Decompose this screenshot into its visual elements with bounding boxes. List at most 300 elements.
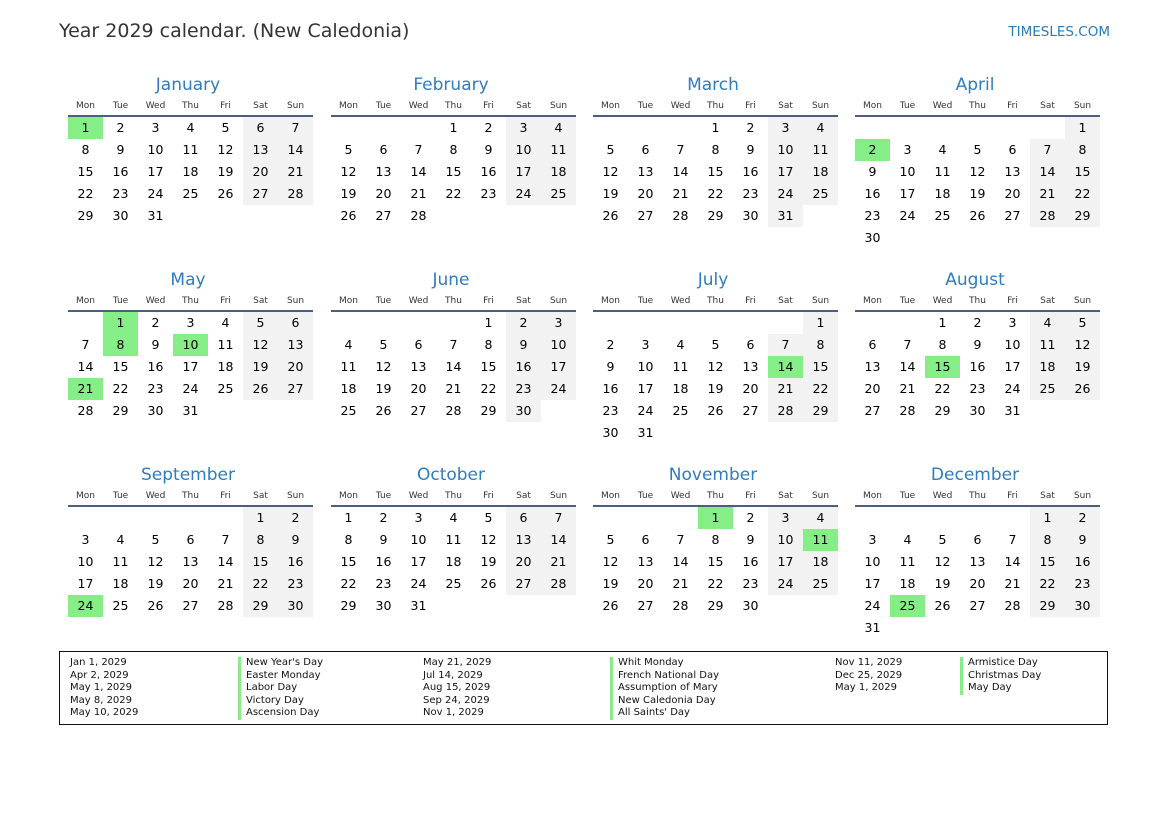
day-cell: 2 bbox=[1065, 507, 1100, 529]
day-cell: 7 bbox=[903, 337, 912, 352]
day-cell: 11 bbox=[445, 532, 462, 547]
day-cell: 24 bbox=[182, 381, 199, 396]
weekday-header: Sun bbox=[278, 292, 313, 312]
weekday-header: Tue bbox=[103, 487, 138, 507]
day-cell: 18 bbox=[1030, 356, 1065, 378]
day-cell: 4 bbox=[344, 337, 353, 352]
day-cell: 28 bbox=[768, 400, 803, 422]
day-cell: 9 bbox=[868, 164, 877, 179]
day-cell: 19 bbox=[934, 576, 951, 591]
day-cell: 6 bbox=[1008, 142, 1017, 157]
weekday-header: Sat bbox=[243, 292, 278, 312]
day-cell: 1 bbox=[449, 120, 458, 135]
month-days-grid bbox=[65, 487, 311, 617]
day-cell: 7 bbox=[414, 142, 423, 157]
day-cell: 21 bbox=[410, 186, 427, 201]
weekday-header: Sun bbox=[803, 487, 838, 507]
day-cell: 26 bbox=[243, 378, 278, 400]
day-cell: 2 bbox=[746, 120, 755, 135]
day-cell: 5 bbox=[938, 532, 947, 547]
month-june bbox=[328, 268, 574, 422]
legend-holiday-name: Easter Monday bbox=[238, 670, 323, 683]
day-cell: 24 bbox=[410, 576, 427, 591]
day-cell: 11 bbox=[672, 359, 689, 374]
month-days-grid bbox=[852, 487, 1098, 639]
day-cell: 6 bbox=[379, 142, 388, 157]
day-cell: 9 bbox=[746, 532, 755, 547]
weekday-header: Sun bbox=[541, 97, 576, 117]
day-cell: 26 bbox=[707, 403, 724, 418]
day-cell: 14 bbox=[1004, 554, 1021, 569]
day-cell: 21 bbox=[445, 381, 462, 396]
weekday-header: Thu bbox=[960, 292, 995, 312]
day-cell: 31 bbox=[768, 205, 803, 227]
day-cell: 26 bbox=[602, 208, 619, 223]
weekday-header: Mon bbox=[855, 97, 890, 117]
day-cell: 13 bbox=[506, 529, 541, 551]
legend-names-col-3 bbox=[960, 657, 1041, 695]
day-cell: 22 bbox=[707, 576, 724, 591]
weekday-header: Sun bbox=[803, 292, 838, 312]
day-cell: 13 bbox=[1004, 164, 1021, 179]
day-cell: 22 bbox=[707, 186, 724, 201]
day-cell: 12 bbox=[934, 554, 951, 569]
day-cell: 21 bbox=[278, 161, 313, 183]
day-cell: 26 bbox=[480, 576, 497, 591]
day-cell: 3 bbox=[868, 532, 877, 547]
day-cell: 15 bbox=[803, 356, 838, 378]
day-cell: 7 bbox=[676, 142, 685, 157]
day-cell: 18 bbox=[340, 381, 357, 396]
day-cell: 30 bbox=[742, 598, 759, 613]
day-cell: 8 bbox=[711, 142, 720, 157]
day-cell: 1 bbox=[938, 315, 947, 330]
day-cell: 9 bbox=[606, 359, 615, 374]
empty-cell bbox=[855, 117, 890, 139]
day-cell: 12 bbox=[1065, 334, 1100, 356]
day-cell: 11 bbox=[340, 359, 357, 374]
day-cell: 30 bbox=[278, 595, 313, 617]
day-cell: 17 bbox=[182, 359, 199, 374]
day-cell: 19 bbox=[1065, 356, 1100, 378]
day-cell: 21 bbox=[217, 576, 234, 591]
day-cell: 18 bbox=[934, 186, 951, 201]
weekday-header: Sat bbox=[506, 292, 541, 312]
holiday-day-cell: 14 bbox=[768, 356, 803, 378]
day-cell: 10 bbox=[506, 139, 541, 161]
day-cell: 14 bbox=[278, 139, 313, 161]
empty-cell bbox=[663, 117, 698, 139]
empty-cell bbox=[628, 117, 663, 139]
legend-names-col-2 bbox=[610, 657, 719, 720]
day-cell: 26 bbox=[602, 598, 619, 613]
day-cell: 22 bbox=[1030, 573, 1065, 595]
month-title: January bbox=[155, 75, 221, 95]
day-cell: 13 bbox=[637, 554, 654, 569]
month-title: November bbox=[668, 465, 758, 485]
month-october bbox=[328, 463, 574, 617]
day-cell: 21 bbox=[672, 576, 689, 591]
day-cell: 23 bbox=[969, 381, 986, 396]
empty-cell bbox=[68, 312, 103, 334]
day-cell: 19 bbox=[707, 381, 724, 396]
day-cell: 29 bbox=[340, 598, 357, 613]
empty-cell bbox=[208, 507, 243, 529]
day-cell: 14 bbox=[410, 164, 427, 179]
legend-date: Dec 25, 2029 bbox=[835, 669, 903, 681]
empty-cell bbox=[138, 507, 173, 529]
day-cell: 14 bbox=[672, 554, 689, 569]
day-cell: 29 bbox=[112, 403, 129, 418]
empty-cell bbox=[960, 117, 995, 139]
empty-cell bbox=[103, 507, 138, 529]
day-cell: 25 bbox=[803, 183, 838, 205]
day-cell: 11 bbox=[803, 139, 838, 161]
empty-cell bbox=[995, 507, 1030, 529]
day-cell: 10 bbox=[77, 554, 94, 569]
holiday-day-cell: 2 bbox=[855, 139, 890, 161]
day-cell: 30 bbox=[506, 400, 541, 422]
day-cell: 23 bbox=[147, 381, 164, 396]
day-cell: 26 bbox=[1065, 378, 1100, 400]
empty-cell bbox=[698, 312, 733, 334]
day-cell: 16 bbox=[506, 356, 541, 378]
weekday-header: Sun bbox=[803, 97, 838, 117]
day-cell: 10 bbox=[147, 142, 164, 157]
month-days-grid bbox=[590, 487, 836, 617]
day-cell: 31 bbox=[410, 598, 427, 613]
day-cell: 30 bbox=[864, 230, 881, 245]
day-cell: 29 bbox=[707, 598, 724, 613]
month-may bbox=[65, 268, 311, 422]
day-cell: 24 bbox=[768, 573, 803, 595]
day-cell: 4 bbox=[116, 532, 125, 547]
legend-holiday-name: All Saints' Day bbox=[610, 707, 719, 720]
holiday-day-cell: 1 bbox=[103, 312, 138, 334]
day-cell: 20 bbox=[637, 576, 654, 591]
day-cell: 13 bbox=[969, 554, 986, 569]
site-link[interactable]: TIMESLES.COM bbox=[1008, 24, 1110, 40]
weekday-header: Wed bbox=[663, 487, 698, 507]
day-cell: 31 bbox=[182, 403, 199, 418]
day-cell: 20 bbox=[969, 576, 986, 591]
weekday-header: Wed bbox=[401, 97, 436, 117]
day-cell: 24 bbox=[1004, 381, 1021, 396]
day-cell: 31 bbox=[637, 425, 654, 440]
day-cell: 30 bbox=[1065, 595, 1100, 617]
empty-cell bbox=[733, 312, 768, 334]
day-cell: 5 bbox=[151, 532, 160, 547]
day-cell: 28 bbox=[77, 403, 94, 418]
weekday-header: Tue bbox=[890, 292, 925, 312]
day-cell: 8 bbox=[1065, 139, 1100, 161]
day-cell: 12 bbox=[480, 532, 497, 547]
day-cell: 22 bbox=[934, 381, 951, 396]
day-cell: 11 bbox=[899, 554, 916, 569]
day-cell: 12 bbox=[969, 164, 986, 179]
day-cell: 23 bbox=[480, 186, 497, 201]
weekday-header: Sun bbox=[278, 487, 313, 507]
day-cell: 20 bbox=[182, 576, 199, 591]
month-title: July bbox=[697, 270, 729, 290]
month-days-grid bbox=[328, 292, 574, 422]
holiday-day-cell: 25 bbox=[890, 595, 925, 617]
day-cell: 23 bbox=[278, 573, 313, 595]
day-cell: 20 bbox=[375, 186, 392, 201]
legend-date: Nov 11, 2029 bbox=[835, 657, 903, 668]
day-cell: 14 bbox=[445, 359, 462, 374]
day-cell: 15 bbox=[340, 554, 357, 569]
day-cell: 14 bbox=[672, 164, 689, 179]
weekday-header: Tue bbox=[366, 487, 401, 507]
day-cell: 29 bbox=[934, 403, 951, 418]
weekday-header: Tue bbox=[103, 292, 138, 312]
weekday-header: Sat bbox=[506, 487, 541, 507]
month-august bbox=[852, 268, 1098, 422]
day-cell: 10 bbox=[899, 164, 916, 179]
day-cell: 6 bbox=[278, 312, 313, 334]
legend-dates-col-2 bbox=[423, 657, 491, 720]
day-cell: 16 bbox=[375, 554, 392, 569]
month-title: August bbox=[945, 270, 1005, 290]
day-cell: 18 bbox=[803, 161, 838, 183]
holiday-day-cell: 21 bbox=[68, 378, 103, 400]
day-cell: 1 bbox=[1065, 117, 1100, 139]
day-cell: 1 bbox=[344, 510, 353, 525]
weekday-header: Mon bbox=[68, 292, 103, 312]
legend-holiday-name: Assumption of Mary bbox=[610, 682, 719, 695]
day-cell: 10 bbox=[864, 554, 881, 569]
day-cell: 15 bbox=[112, 359, 129, 374]
day-cell: 18 bbox=[445, 554, 462, 569]
day-cell: 18 bbox=[899, 576, 916, 591]
holiday-day-cell: 1 bbox=[698, 507, 733, 529]
day-cell: 23 bbox=[742, 186, 759, 201]
day-cell: 6 bbox=[973, 532, 982, 547]
weekday-header: Fri bbox=[208, 292, 243, 312]
day-cell: 19 bbox=[243, 356, 278, 378]
day-cell: 29 bbox=[1065, 205, 1100, 227]
weekday-header: Fri bbox=[733, 292, 768, 312]
day-cell: 24 bbox=[506, 183, 541, 205]
legend-holiday-name: French National Day bbox=[610, 670, 719, 683]
weekday-header: Sun bbox=[278, 97, 313, 117]
weekday-header: Thu bbox=[173, 487, 208, 507]
day-cell: 9 bbox=[379, 532, 388, 547]
day-cell: 7 bbox=[768, 334, 803, 356]
day-cell: 29 bbox=[707, 208, 724, 223]
weekday-header: Thu bbox=[436, 292, 471, 312]
holiday-day-cell: 11 bbox=[803, 529, 838, 551]
day-cell: 10 bbox=[637, 359, 654, 374]
day-cell: 3 bbox=[151, 120, 160, 135]
day-cell: 9 bbox=[506, 334, 541, 356]
empty-cell bbox=[593, 312, 628, 334]
day-cell: 4 bbox=[541, 117, 576, 139]
day-cell: 26 bbox=[147, 598, 164, 613]
day-cell: 12 bbox=[707, 359, 724, 374]
day-cell: 4 bbox=[186, 120, 195, 135]
day-cell: 27 bbox=[969, 598, 986, 613]
empty-cell bbox=[436, 312, 471, 334]
day-cell: 29 bbox=[803, 400, 838, 422]
day-cell: 22 bbox=[803, 378, 838, 400]
empty-cell bbox=[628, 312, 663, 334]
day-cell: 8 bbox=[711, 532, 720, 547]
weekday-header: Fri bbox=[471, 292, 506, 312]
day-cell: 4 bbox=[903, 532, 912, 547]
day-cell: 6 bbox=[641, 532, 650, 547]
day-cell: 19 bbox=[602, 576, 619, 591]
day-cell: 30 bbox=[602, 425, 619, 440]
day-cell: 20 bbox=[278, 356, 313, 378]
month-title: October bbox=[416, 465, 486, 485]
day-cell: 25 bbox=[217, 381, 234, 396]
empty-cell bbox=[960, 507, 995, 529]
weekday-header: Sat bbox=[1030, 487, 1065, 507]
day-cell: 21 bbox=[1030, 183, 1065, 205]
day-cell: 19 bbox=[480, 554, 497, 569]
day-cell: 8 bbox=[938, 337, 947, 352]
month-title: May bbox=[170, 270, 206, 290]
day-cell: 28 bbox=[217, 598, 234, 613]
month-february bbox=[328, 73, 574, 227]
day-cell: 2 bbox=[151, 315, 160, 330]
day-cell: 23 bbox=[1065, 573, 1100, 595]
day-cell: 21 bbox=[1004, 576, 1021, 591]
day-cell: 25 bbox=[340, 403, 357, 418]
day-cell: 27 bbox=[243, 183, 278, 205]
day-cell: 12 bbox=[602, 164, 619, 179]
day-cell: 27 bbox=[637, 208, 654, 223]
weekday-header: Sun bbox=[541, 292, 576, 312]
day-cell: 5 bbox=[221, 120, 230, 135]
day-cell: 25 bbox=[182, 186, 199, 201]
legend-date: Nov 1, 2029 bbox=[423, 707, 484, 719]
legend-holiday-name: Whit Monday bbox=[610, 657, 719, 670]
day-cell: 2 bbox=[116, 120, 125, 135]
day-cell: 30 bbox=[742, 208, 759, 223]
day-cell: 17 bbox=[768, 551, 803, 573]
day-cell: 19 bbox=[147, 576, 164, 591]
weekday-header: Thu bbox=[960, 97, 995, 117]
weekday-header: Sat bbox=[768, 487, 803, 507]
weekday-header: Mon bbox=[331, 292, 366, 312]
weekday-header: Fri bbox=[208, 97, 243, 117]
day-cell: 5 bbox=[973, 142, 982, 157]
empty-cell bbox=[663, 507, 698, 529]
day-cell: 22 bbox=[243, 573, 278, 595]
month-days-grid bbox=[328, 97, 574, 227]
legend-date: Apr 2, 2029 bbox=[70, 669, 129, 681]
day-cell: 21 bbox=[541, 551, 576, 573]
day-cell: 10 bbox=[541, 334, 576, 356]
legend-date: Jan 1, 2029 bbox=[70, 657, 127, 668]
day-cell: 22 bbox=[1065, 183, 1100, 205]
day-cell: 17 bbox=[147, 164, 164, 179]
day-cell: 1 bbox=[711, 120, 720, 135]
legend-holiday-name: New Year's Day bbox=[238, 657, 323, 670]
day-cell: 23 bbox=[602, 403, 619, 418]
day-cell: 12 bbox=[147, 554, 164, 569]
day-cell: 17 bbox=[637, 381, 654, 396]
month-march bbox=[590, 73, 836, 227]
day-cell: 28 bbox=[1030, 205, 1065, 227]
weekday-header: Sat bbox=[243, 97, 278, 117]
day-cell: 14 bbox=[541, 529, 576, 551]
weekday-header: Wed bbox=[401, 487, 436, 507]
day-cell: 2 bbox=[379, 510, 388, 525]
month-title: December bbox=[930, 465, 1020, 485]
day-cell: 16 bbox=[969, 359, 986, 374]
empty-cell bbox=[331, 117, 366, 139]
day-cell: 16 bbox=[864, 186, 881, 201]
legend-date: May 8, 2029 bbox=[70, 694, 133, 706]
day-cell: 12 bbox=[243, 334, 278, 356]
empty-cell bbox=[925, 507, 960, 529]
day-cell: 13 bbox=[410, 359, 427, 374]
day-cell: 25 bbox=[112, 598, 129, 613]
day-cell: 2 bbox=[506, 312, 541, 334]
day-cell: 19 bbox=[375, 381, 392, 396]
weekday-header: Sat bbox=[243, 487, 278, 507]
day-cell: 3 bbox=[186, 315, 195, 330]
empty-cell bbox=[366, 312, 401, 334]
day-cell: 13 bbox=[375, 164, 392, 179]
day-cell: 1 bbox=[803, 312, 838, 334]
day-cell: 20 bbox=[410, 381, 427, 396]
day-cell: 11 bbox=[541, 139, 576, 161]
day-cell: 10 bbox=[410, 532, 427, 547]
day-cell: 27 bbox=[278, 378, 313, 400]
weekday-header: Fri bbox=[733, 487, 768, 507]
day-cell: 31 bbox=[864, 620, 881, 635]
holiday-day-cell: 10 bbox=[173, 334, 208, 356]
legend-date: May 1, 2029 bbox=[835, 682, 898, 694]
day-cell: 15 bbox=[445, 164, 462, 179]
day-cell: 5 bbox=[711, 337, 720, 352]
day-cell: 3 bbox=[768, 507, 803, 529]
day-cell: 19 bbox=[602, 186, 619, 201]
day-cell: 8 bbox=[449, 142, 458, 157]
day-cell: 20 bbox=[506, 551, 541, 573]
day-cell: 22 bbox=[77, 186, 94, 201]
legend-date: May 1, 2029 bbox=[70, 682, 133, 694]
day-cell: 28 bbox=[1004, 598, 1021, 613]
day-cell: 15 bbox=[1030, 551, 1065, 573]
weekday-header: Sun bbox=[541, 487, 576, 507]
day-cell: 24 bbox=[864, 598, 881, 613]
day-cell: 15 bbox=[77, 164, 94, 179]
weekday-header: Sun bbox=[1065, 487, 1100, 507]
day-cell: 12 bbox=[340, 164, 357, 179]
weekday-header: Fri bbox=[733, 97, 768, 117]
month-title: April bbox=[955, 75, 995, 95]
day-cell: 31 bbox=[147, 208, 164, 223]
day-cell: 12 bbox=[375, 359, 392, 374]
day-cell: 25 bbox=[1030, 378, 1065, 400]
day-cell: 20 bbox=[637, 186, 654, 201]
weekday-header: Tue bbox=[103, 97, 138, 117]
day-cell: 22 bbox=[112, 381, 129, 396]
day-cell: 17 bbox=[506, 161, 541, 183]
day-cell: 6 bbox=[746, 337, 755, 352]
day-cell: 7 bbox=[541, 507, 576, 529]
day-cell: 26 bbox=[934, 598, 951, 613]
weekday-header: Wed bbox=[663, 292, 698, 312]
day-cell: 30 bbox=[969, 403, 986, 418]
day-cell: 13 bbox=[637, 164, 654, 179]
